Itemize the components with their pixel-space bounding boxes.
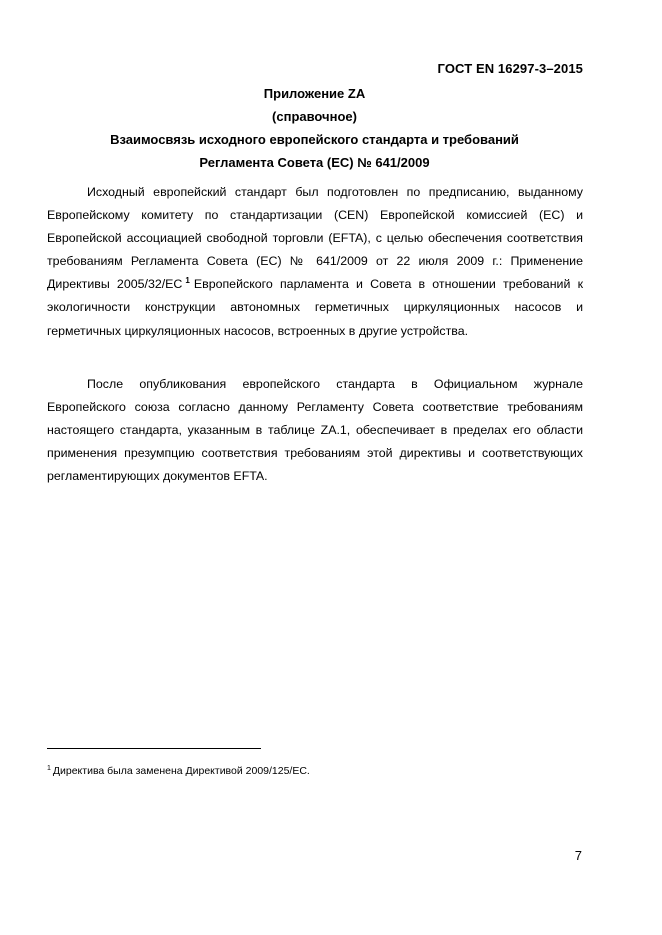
paragraph-2 xyxy=(47,373,583,488)
footnote-mark: 1 xyxy=(47,764,51,772)
annex-type: (справочное) xyxy=(272,109,357,124)
paragraph-1 xyxy=(47,181,583,343)
footnote xyxy=(47,764,310,778)
standard-code: ГОСТ EN 16297-3–2015 xyxy=(437,61,583,76)
annex-title: Приложение ZA xyxy=(263,86,366,101)
footnote-reference[interactable]: 1 xyxy=(185,276,190,286)
footnote-separator xyxy=(47,748,261,749)
annex-subtitle-line1: Взаимосвязь исходного европейского стандарта и требований xyxy=(110,132,519,147)
paragraph-1-text-after: Европейского парламента и Совета в отношении требований к экологичности конструкции автономных герметичных циркуляционных насосов и герметичных циркуляционных насосов, встроенных в другие устройства. xyxy=(47,277,583,338)
page-number: 7 xyxy=(574,848,582,863)
footnote-text: Директива была заменена Директивой 2009/125/ЕС. xyxy=(52,765,310,777)
paragraph-1-text-before: Исходный европейский стандарт был подготовлен по предписанию, выданному Европейскому комитету по стандартизации (CEN) Европейской комиссией (ЕС) и Европейской ассоциацией свободной торговли (EFTA), с целью обеспечения соответствия требованиям Регламента Совета (ЕС) № 641/2009 от 22 июля 2009 г.: Применение Директивы 2005/32/ЕС xyxy=(47,185,583,292)
annex-subtitle-line2: Регламента Совета (ЕС) № 641/2009 xyxy=(199,155,430,170)
paragraph-2-text: После опубликования европейского стандарта в Официальном журнале Европейского союза согласно данному Регламенту Совета соответствие требованиям настоящего стандарта, указанным в таблице ZA.1, обеспечивает в пределах его области применения презумпцию соответствия требованиям этой директивы и соответствующих регламентирующих документов EFTA. xyxy=(47,377,583,484)
